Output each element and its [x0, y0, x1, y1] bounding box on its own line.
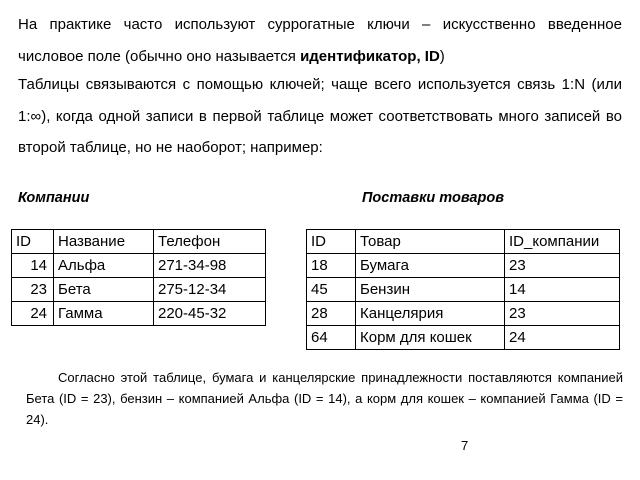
header-cell: ID [307, 230, 356, 254]
table-cell: 18 [307, 254, 356, 278]
table-cell: Бензин [356, 278, 505, 302]
intro-text: На практике часто используют суррогатные ключи – искусственно введенное числовое поле (обычно оно называется [18, 16, 622, 65]
table-row [12, 278, 266, 302]
table-header-row [12, 230, 266, 254]
header-cell: Товар [356, 230, 505, 254]
page-number: 7 [461, 438, 469, 453]
table-header-row [307, 230, 620, 254]
table-cell: Бумага [356, 254, 505, 278]
intro-text-end: ) [439, 47, 445, 65]
table-row [12, 254, 266, 278]
table-cell: 24 [12, 302, 54, 326]
relations-paragraph: Таблицы связываются с помощью ключей; чаще всего используется связь 1:N (или 1:∞), когда одной записи в первой таблице может соответствовать много записей во второй таблице, но не наоборот; например: [18, 76, 622, 156]
intro-paragraph [18, 9, 622, 72]
table-cell: Альфа [54, 254, 154, 278]
table-row [12, 302, 266, 326]
table-row [307, 254, 620, 278]
header-cell: Телефон [154, 230, 266, 254]
header-cell: Название [54, 230, 154, 254]
table-cell: 14 [505, 278, 620, 302]
table-cell: 23 [12, 278, 54, 302]
deliveries-table [306, 229, 620, 350]
table-cell: 45 [307, 278, 356, 302]
table-cell: Бета [54, 278, 154, 302]
table-cell: Канцелярия [356, 302, 505, 326]
companies-table [11, 229, 266, 326]
table-cell: 220-45-32 [154, 302, 266, 326]
table-cell: Корм для кошек [356, 326, 505, 350]
companies-caption: Компании [18, 190, 90, 206]
table-cell: 23 [505, 254, 620, 278]
table-cell: 23 [505, 302, 620, 326]
intro-bold-term: идентификатор, ID [300, 47, 440, 65]
table-cell: 28 [307, 302, 356, 326]
table-cell: 275-12-34 [154, 278, 266, 302]
table-row [307, 302, 620, 326]
header-cell: ID [12, 230, 54, 254]
table-cell: Гамма [54, 302, 154, 326]
header-cell: ID_компании [505, 230, 620, 254]
deliveries-caption: Поставки товаров [362, 190, 504, 206]
table-cell: 14 [12, 254, 54, 278]
explanation-note: Согласно этой таблице, бумага и канцелярские принадлежности поставляются компанией Бета (ID = 23), бензин – компанией Альфа (ID = 14), а корм для кошек – компанией Гамма (ID = 24). [26, 370, 623, 427]
table-cell: 64 [307, 326, 356, 350]
table-row [307, 278, 620, 302]
table-cell: 271-34-98 [154, 254, 266, 278]
table-cell: 24 [505, 326, 620, 350]
table-row [307, 326, 620, 350]
